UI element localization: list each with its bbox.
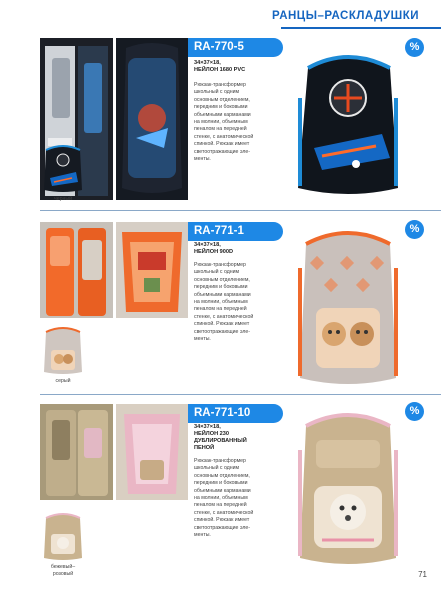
product-photo-side-detail bbox=[116, 222, 188, 318]
desc-line: менты. bbox=[194, 156, 211, 163]
desc-line: менты. bbox=[194, 336, 211, 343]
section-divider bbox=[40, 394, 441, 395]
desc-line: основным отделением, bbox=[194, 472, 250, 479]
color-variant-thumb bbox=[40, 142, 86, 194]
desc-line: пеналом на передней bbox=[194, 306, 247, 313]
desc-line: стенке, с анатомической bbox=[194, 509, 254, 516]
desc-line: основным отделением, bbox=[194, 96, 250, 103]
product-photo-open-interior bbox=[40, 222, 113, 318]
product-photo-side-detail bbox=[116, 38, 188, 200]
percent-icon: % bbox=[405, 220, 424, 239]
specs-material-3: ПЕНОЙ bbox=[194, 445, 215, 451]
color-name: бежевый– bbox=[50, 564, 76, 570]
desc-line: светоотражающие эле- bbox=[194, 524, 251, 531]
desc-line: школьный с одним bbox=[194, 89, 240, 96]
specs-material-2: ДУБЛИРОВАННЫЙ bbox=[194, 438, 247, 444]
desc-line: на молнии, объемным bbox=[194, 299, 248, 306]
desc-line: основным отделением, bbox=[194, 276, 250, 283]
desc-line: объемными карманами bbox=[194, 111, 251, 118]
color-label bbox=[40, 196, 86, 203]
specs-material: НЕЙЛОН 900D bbox=[194, 249, 234, 255]
percent-icon: % bbox=[405, 402, 424, 421]
desc-line: спинкой. Рюкзак имеет bbox=[194, 517, 250, 524]
product-main-photo bbox=[286, 38, 410, 200]
specs-size: 34×37×18, bbox=[194, 424, 221, 430]
product-description bbox=[194, 262, 274, 343]
model-badge: RA-771-10 bbox=[188, 404, 283, 423]
specs-material: НЕЙЛОН 1680 PVC bbox=[194, 67, 246, 73]
desc-line: школьный с одним bbox=[194, 269, 240, 276]
desc-line: светоотражающие эле- bbox=[194, 148, 251, 155]
product-specs bbox=[194, 60, 245, 74]
desc-line: стенке, с анатомической bbox=[194, 133, 254, 140]
color-name: серый bbox=[55, 378, 71, 384]
color-variant-thumb bbox=[40, 510, 86, 562]
color-label bbox=[38, 564, 88, 577]
desc-line: пеналом на передней bbox=[194, 126, 247, 133]
model-badge: RA-770-5 bbox=[188, 38, 283, 57]
desc-line: пеналом на передней bbox=[194, 502, 247, 509]
desc-line: передним и боковыми bbox=[194, 284, 248, 291]
desc-line: на молнии, объемным bbox=[194, 119, 248, 126]
desc-line: спинкой. Рюкзак имеет bbox=[194, 141, 250, 148]
desc-line: спинкой. Рюкзак имеет bbox=[194, 321, 250, 328]
desc-line: Рюкзак-трансформер bbox=[194, 82, 246, 88]
product-description bbox=[194, 458, 274, 539]
header-divider bbox=[281, 27, 441, 29]
desc-line: объемными карманами bbox=[194, 487, 251, 494]
desc-line: светоотражающие эле- bbox=[194, 328, 251, 335]
product-specs bbox=[194, 424, 247, 452]
specs-size: 34×37×18, bbox=[194, 60, 221, 66]
color-name-2: розовый bbox=[52, 570, 74, 577]
specs-size: 34×37×18, bbox=[194, 242, 221, 248]
product-main-photo bbox=[286, 218, 410, 390]
desc-line: стенке, с анатомической bbox=[194, 313, 254, 320]
product-specs bbox=[194, 242, 233, 256]
desc-line: передним и боковыми bbox=[194, 480, 248, 487]
product-photo-side-detail bbox=[116, 404, 188, 500]
product-photo-open-interior bbox=[40, 404, 113, 500]
section-divider bbox=[40, 210, 441, 211]
color-variant-thumb bbox=[38, 324, 88, 376]
desc-line: Рюкзак-трансформер bbox=[194, 262, 246, 268]
desc-line: объемными карманами bbox=[194, 291, 251, 298]
percent-icon: % bbox=[405, 38, 424, 57]
page-number: 71 bbox=[418, 570, 427, 579]
desc-line: менты. bbox=[194, 532, 211, 539]
color-label bbox=[38, 378, 88, 385]
desc-line: на молнии, объемным bbox=[194, 495, 248, 502]
product-main-photo bbox=[286, 400, 410, 570]
desc-line: Рюкзак-трансформер bbox=[194, 458, 246, 464]
desc-line: школьный с одним bbox=[194, 465, 240, 472]
product-description bbox=[194, 82, 274, 163]
desc-line: передним и боковыми bbox=[194, 104, 248, 111]
section-title: РАНЦЫ–РАСКЛАДУШКИ bbox=[272, 10, 419, 22]
specs-material: НЕЙЛОН 230 bbox=[194, 431, 229, 437]
model-badge: RA-771-1 bbox=[188, 222, 283, 241]
color-name: черный bbox=[54, 196, 72, 202]
